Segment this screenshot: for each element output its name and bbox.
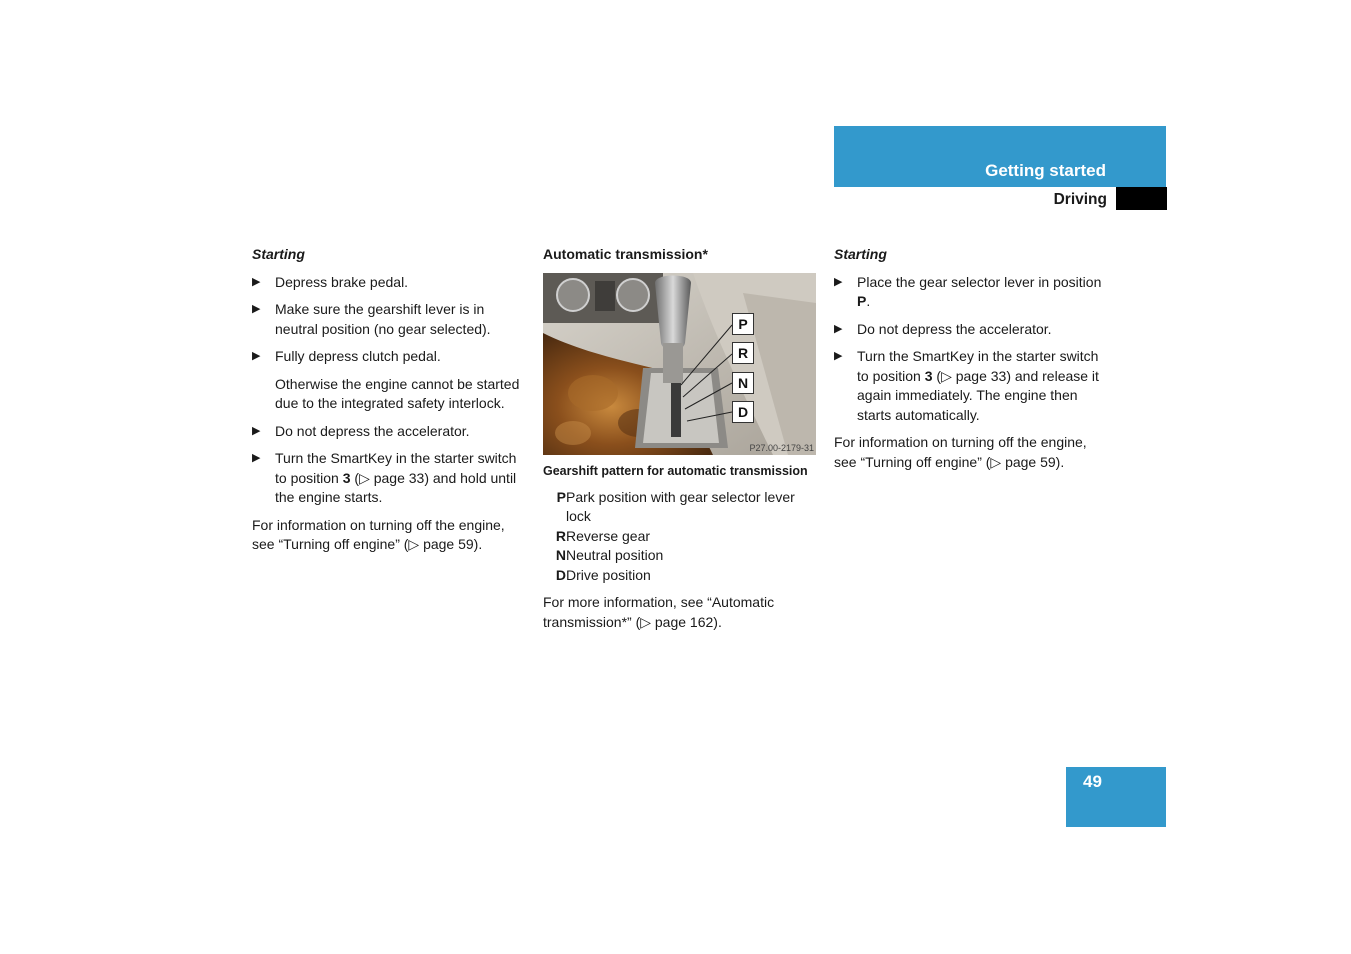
section-title: Getting started — [985, 161, 1106, 180]
gear-label-n: N — [732, 372, 754, 394]
engine-off-reference: For information on turning off the engine, see “Turning off engine” (▷ page 59). — [252, 516, 505, 552]
section-header-bar — [834, 126, 1166, 187]
bullet-icon: ▶ — [252, 452, 261, 464]
page-number: 49 — [1083, 772, 1102, 791]
figure-caption: Gearshift pattern for automatic transmission — [543, 463, 808, 478]
bullet-icon: ▶ — [834, 322, 843, 335]
right-column — [834, 245, 1106, 480]
legend-row: D Drive position — [555, 566, 651, 583]
automatic-transmission-heading: Automatic transmission* — [543, 246, 708, 262]
gear-label-d: D — [732, 401, 754, 423]
step-item: ▶ Fully depress clutch pedal. — [252, 347, 524, 367]
gear-legend — [543, 488, 816, 586]
automatic-starting-steps — [834, 273, 1106, 426]
starting-heading: Starting — [252, 246, 305, 262]
gearshift-photo — [543, 273, 816, 455]
starting-steps-continued — [252, 422, 524, 508]
bullet-icon: ▶ — [252, 350, 261, 362]
step-item: ▶ Do not depress the accelerator. — [834, 320, 1106, 340]
transmission-reference: For more information, see “Automatic transmission*” (▷ page 162). — [543, 594, 775, 630]
step-item: ▶ Depress brake pedal. — [252, 273, 524, 293]
figure-code: P27.00-2179-31 — [749, 442, 814, 453]
gear-label-p: P — [732, 313, 754, 335]
bullet-icon: ▶ — [252, 424, 261, 437]
engine-off-reference: For information on turning off the engine, see “Turning off engine” (▷ page 59). — [834, 434, 1087, 470]
gearshift-illustration — [543, 273, 816, 455]
step-item: ▶ Turn the SmartKey in the starter switch to position 3 (▷ page 33) and hold until the engine starts. — [252, 450, 517, 505]
bullet-icon: ▶ — [834, 350, 843, 362]
legend-row: N Neutral position — [555, 547, 664, 563]
legend-row: R Reverse gear — [555, 527, 651, 544]
step-item: ▶ Do not depress the accelerator. — [252, 422, 524, 442]
starting-heading-automatic: Starting — [834, 246, 887, 262]
bullet-icon: ▶ — [252, 275, 261, 288]
gear-label-r: R — [732, 342, 754, 364]
section-tab-marker — [1116, 187, 1167, 210]
left-column — [252, 245, 524, 563]
subsection-title: Driving — [1053, 191, 1107, 208]
step-item: ▶ Make sure the gearshift lever is in neutral position (no gear selected). — [252, 301, 491, 337]
safety-note: Otherwise the engine cannot be started due to the integrated safety interlock. — [275, 375, 520, 411]
step-item: ▶ Place the gear selector lever in position P. — [834, 273, 1102, 309]
starting-steps — [252, 273, 524, 367]
bullet-icon: ▶ — [834, 275, 843, 288]
step-item: ▶ Turn the SmartKey in the starter switch to position 3 (▷ page 33) and release it again immediately. The engine then starts automatically. — [834, 348, 1099, 423]
bullet-icon: ▶ — [252, 303, 261, 315]
page-number-box — [1066, 767, 1166, 827]
legend-row: P Park position with gear selector lever lock — [556, 488, 795, 524]
middle-column — [543, 245, 816, 640]
